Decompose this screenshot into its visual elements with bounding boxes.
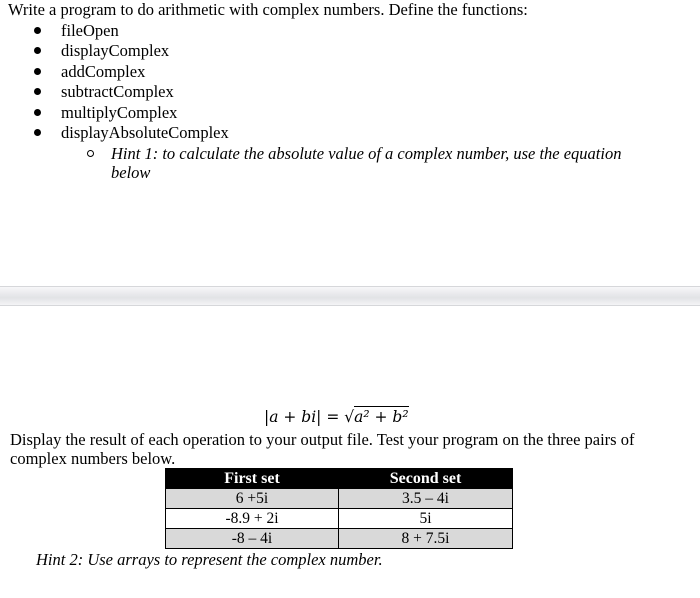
table-cell: 8 + 7.5i xyxy=(339,529,513,549)
bullet-icon xyxy=(34,68,41,75)
complex-numbers-table xyxy=(165,468,513,549)
function-item: fileOpen xyxy=(61,21,119,40)
function-item: addComplex xyxy=(61,62,146,81)
bullet-icon xyxy=(34,88,41,95)
display-instructions-line2: complex numbers below. xyxy=(10,449,176,468)
table-row xyxy=(166,489,513,509)
sub-bullet-icon xyxy=(87,150,94,157)
hint-1-line2: below xyxy=(111,163,151,182)
table-row xyxy=(166,529,513,549)
function-item: subtractComplex xyxy=(61,82,174,101)
function-item: multiplyComplex xyxy=(61,103,178,122)
bullet-icon xyxy=(34,109,41,116)
table-cell: 6 +5i xyxy=(166,489,339,509)
function-item: displayComplex xyxy=(61,41,170,60)
table-cell: -8.9 + 2i xyxy=(166,509,339,529)
table-cell: 5i xyxy=(339,509,513,529)
equation-radicand: a² + b² xyxy=(354,408,409,426)
header-first-set: First set xyxy=(166,469,339,489)
table-cell: 3.5 – 4i xyxy=(339,489,513,509)
bullet-icon xyxy=(34,27,41,34)
hint-1-line1: Hint 1: to calculate the absolute value of a complex number, use the equation xyxy=(111,144,622,163)
function-item: displayAbsoluteComplex xyxy=(61,123,229,142)
hint-2: Hint 2: Use arrays to represent the complex number. xyxy=(36,550,383,569)
sqrt-icon: √ xyxy=(344,408,355,426)
table-cell: -8 – 4i xyxy=(166,529,339,549)
bullet-icon xyxy=(34,129,41,136)
page-divider xyxy=(0,286,700,306)
intro-text: Write a program to do arithmetic with complex numbers. Define the functions: xyxy=(8,0,528,19)
table-header-row xyxy=(166,469,513,489)
absolute-value-equation xyxy=(264,408,409,426)
header-second-set: Second set xyxy=(339,469,513,489)
equation-lhs: |a + bi| = xyxy=(264,408,345,426)
display-instructions-line1: Display the result of each operation to your output file. Test your program on the three pairs of xyxy=(10,430,635,449)
bullet-icon xyxy=(34,47,41,54)
table-row xyxy=(166,509,513,529)
